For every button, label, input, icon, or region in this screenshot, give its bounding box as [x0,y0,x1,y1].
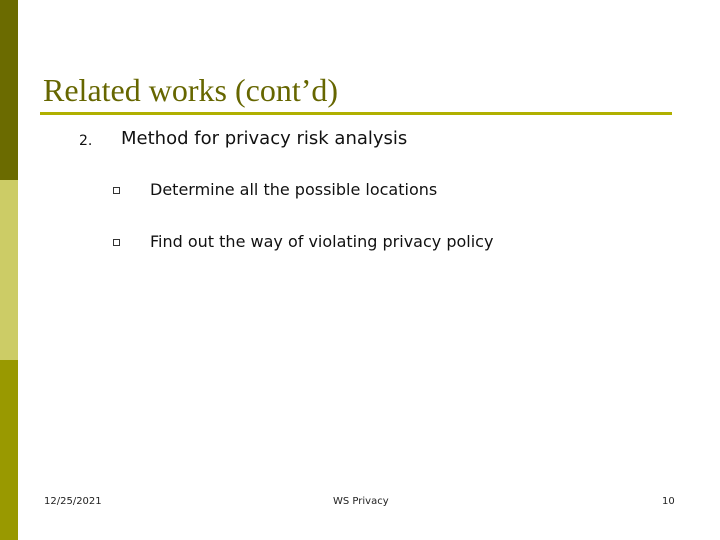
decorative-bar-top [0,0,18,180]
decorative-bar-middle [0,180,18,360]
decorative-bar-bottom [0,360,18,540]
bullet-text: Determine all the possible locations [150,180,438,199]
slide-title: Related works (cont’d) [43,72,339,108]
section-heading: Method for privacy risk analysis [121,128,408,149]
footer-date: 12/25/2021 [44,496,102,507]
square-bullet-icon [113,239,120,246]
title-underline [40,112,672,115]
list-number: 2. [79,133,93,149]
square-bullet-icon [113,187,120,194]
footer-title: WS Privacy [333,496,389,507]
page-number: 10 [662,496,675,507]
bullet-text: Find out the way of violating privacy policy [150,232,494,251]
